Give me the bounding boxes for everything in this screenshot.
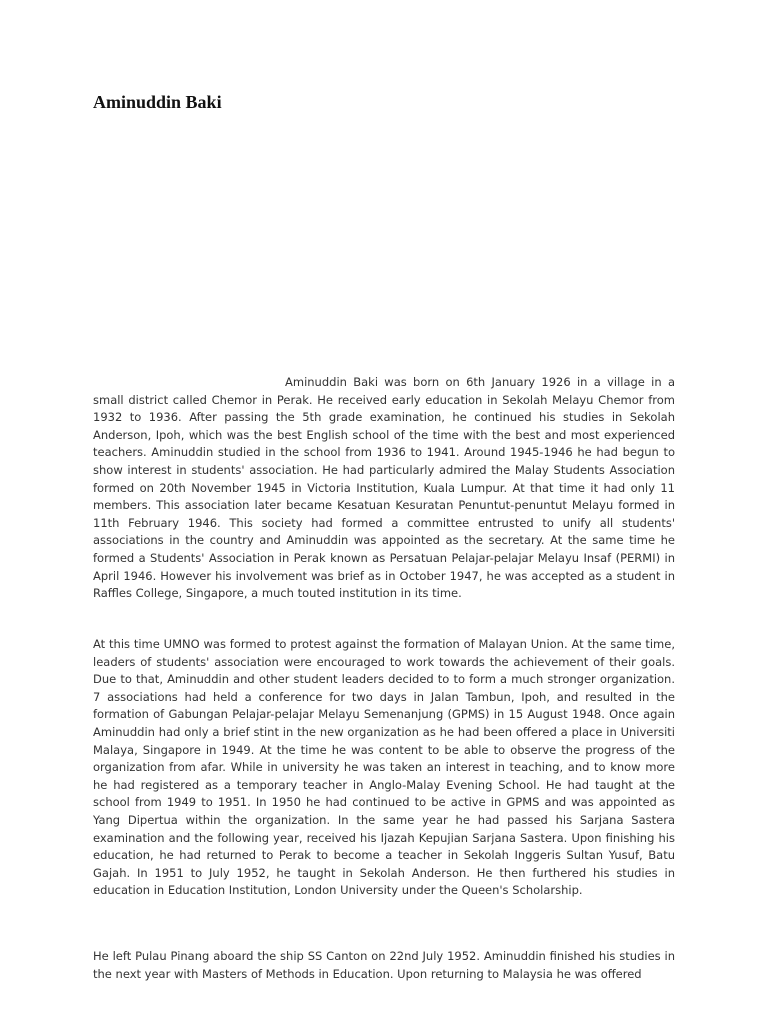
paragraph-early-life: Aminuddin Baki was born on 6th January 1926 in a village in a small district called Chemor in Perak. He received early education in Sekolah Melayu Chemor from 1932 to 1936. After passing the 5th grade examination, he continued his studies in Sekolah Anderson, Ipoh, which was the best English school of the time with the best and most experienced teachers. Aminuddin studied in the school from 1936 to 1941. Around 1945-1946 he had begun to show interest in students' association. He had particularly admired the Malay Students Association formed on 20th November 1945 in Victoria Institution, Kuala Lumpur. At that time it had only 11 members. This association later became Kesatuan Kesuratan Penuntut-penuntut Melayu formed in 11th February 1946. This society had formed a committee entrusted to unify all students' associations in the country and Aminuddin was appointed as the secretary. At the same time he formed a Students' Association in Perak known as Persatuan Pelajar-pelajar Melayu Insaf (PERMI) in April 1946. However his involvement was brief as in October 1947, he was accepted as a student in Raffles College, Singapore, a much touted institution in its time. [93, 375, 675, 601]
document-title: Aminuddin Baki [93, 92, 222, 112]
paragraph-university-years: At this time UMNO was formed to protest against the formation of Malayan Union. At the same time, leaders of students' association were encouraged to work towards the achievement of their goals. Due to that, Aminuddin and other student leaders decided to to form a much stronger organization. 7 associations had held a conference for two days in Jalan Tambun, Ipoh, and resulted in the formation of Gabungan Pelajar-pelajar Melayu Semenanjung (GPMS) in 15 August 1948. Once again Aminuddin had only a brief stint in the new organization as he had been offered a place in Universiti Malaya, Singapore in 1949. At the time he was content to be able to observe the progress of the organization from afar. While in university he was taken an interest in teaching, and to know more he had registered as a temporary teacher in Anglo-Malay Evening School. He had taught at the school from 1949 to 1951. In 1950 he had continued to be active in GPMS and was appointed as Yang Dipertua within the organization. In the same year he had passed his Sarjana Sastera examination and the following year, received his Ijazah Kepujian Sarjana Sastera. Upon finishing his education, he had returned to Perak to become a teacher in Sekolah Inggeris Sultan Yusuf, Batu Gajah. In 1951 to July 1952, he taught in Sekolah Anderson. He then furthered his studies in education in Education Institution, London University under the Queen's Scholarship. [93, 637, 675, 898]
paragraph-london-studies: He left Pulau Pinang aboard the ship SS Canton on 22nd July 1952. Aminuddin finished his studies in the next year with Masters of Methods in Education. Upon returning to Malaysia he was offered [93, 949, 675, 981]
